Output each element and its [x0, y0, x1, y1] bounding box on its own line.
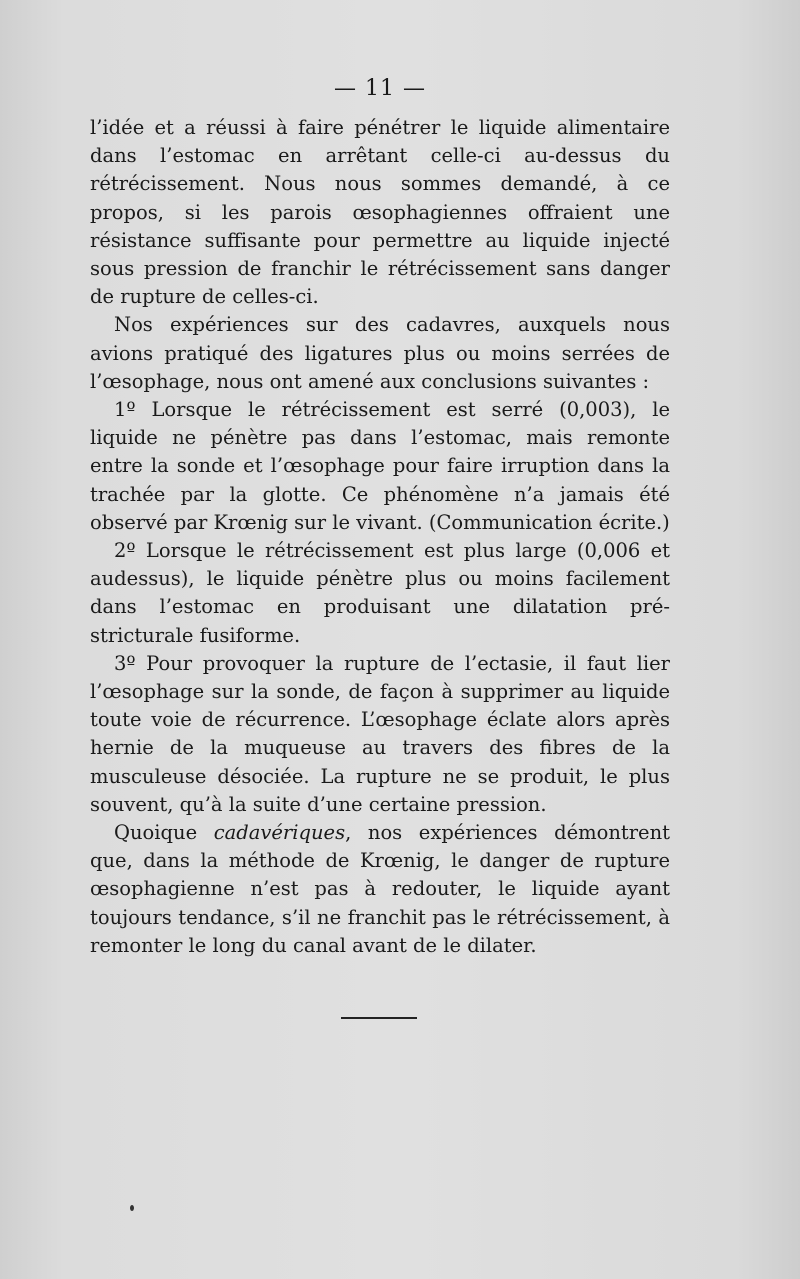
paragraph-closing	[90, 819, 670, 960]
closing-prefix: Quoique	[114, 821, 214, 845]
paragraph-conclusion-1: 1º Lorsque le rétrécissement est serré (0,003), le liquide ne pénètre pas dans l’estomac, mais remonte entre la sonde et l’œsophage pour faire irruption dans la trachée par la glotte. Ce phénomène n’a jamais été observé par Krœnig sur le vivant. (Communication écrite.)	[90, 398, 670, 534]
section-divider	[341, 1017, 417, 1019]
page-number: — 11 —	[334, 76, 426, 101]
paragraph-experiments: Nos expériences sur des cadavres, auxquels nous avions pratiqué des ligatures plus ou moins serrées de l’œsophage, nous ont amené aux conclusions suivantes :	[90, 313, 670, 393]
closing-italic-term: cadavériques	[213, 821, 346, 845]
paragraph-conclusion-3: 3º Pour provoquer la rupture de l’ectasie, il faut lier l’œsophage sur la sonde, de façon à supprimer au liquide toute voie de récurrence. L’œsophage éclate alors après hernie de la muqueuse au travers des fibres de la musculeuse désociée. La rupture ne se produit, le plus souvent, qu’à la suite d’une certaine pression.	[90, 651, 670, 816]
ink-speck	[130, 1205, 134, 1211]
paragraph-intro: l’idée et a réussi à faire pénétrer le liquide alimentaire dans l’estomac en arrêtant celle-ci au-dessus du rétrécissement. Nous nous sommes demandé, à ce propos, si les parois œsophagiennes offraient une résistance suffisante pour permettre au liquide injecté sous pression de franchir le rétrécissement sans danger de rupture de celles-ci.	[90, 116, 670, 309]
closing-suffix: , nos expériences démontrent que, dans la méthode de Krœnig, le danger de rupture œsophagienne n’est pas à redouter, le liquide ayant toujours tendance, s’il ne franchit pas le rétrécissement, à remonter le long du canal avant de le dilater.	[90, 821, 670, 957]
paragraph-conclusion-2: 2º Lorsque le rétrécissement est plus large (0,006 et audessus), le liquide pénètre plus ou moins facilement dans l’estomac en produisant une dilatation pré-stricturale fusiforme.	[90, 539, 670, 647]
body-text	[90, 114, 670, 960]
